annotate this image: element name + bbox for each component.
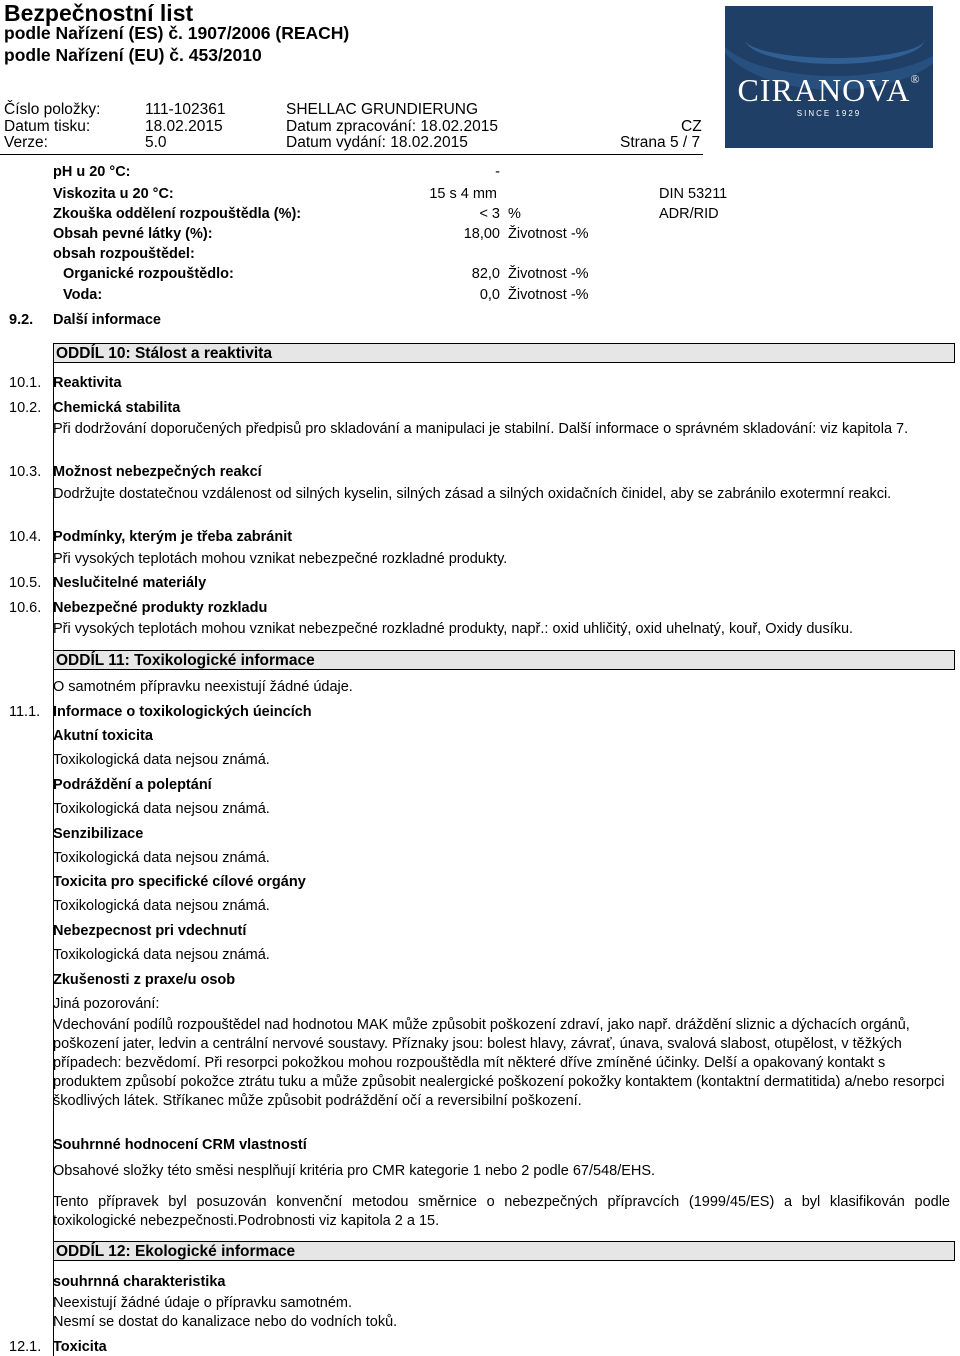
prop-label: pH u 20 °C: <box>53 164 131 180</box>
subsection-title: Možnost nebezpečných reakcí <box>53 464 262 480</box>
prop-label: Viskozita u 20 °C: <box>53 186 174 202</box>
prop-value: - <box>495 164 500 180</box>
section-number: 12.1. <box>9 1339 42 1355</box>
section-number: 9.2. <box>9 312 34 328</box>
tox-text: Toxikologická data nejsou známá. <box>53 947 270 963</box>
tox-title: Akutní toxicita <box>53 728 153 744</box>
prop-label: Obsah pevné látky (%): <box>53 226 213 242</box>
paragraph: Obsahové složky této směsi nesplňují kritéria pro CMR kategorie 1 nebo 2 podle 67/548/EHS. <box>53 1163 656 1179</box>
regulation-eu: podle Nařízení (EU) č. 453/2010 <box>4 45 262 65</box>
tox-title: Senzibilizace <box>53 826 144 842</box>
tox-text: Toxikologická data nejsou známá. <box>53 752 270 768</box>
country-code: CZ <box>681 118 702 135</box>
paragraph: Vdechování podílů rozpouštědel nad hodnotou MAK může způsobit poškození zdraví, jako např. dráždění sliznic a dýchacích orgánů, poškození jater, ledvin a centrální nervové soustavy. Příznaky jsou: bolest hlavy, závrať, únava, svalová slabost, otupělost, v těžkých případech: bezvědomí. Při resorpci pokožkou mohou rozpouštědla mít některé dříve zmíněné účinky. Delší a opakovaný kontakt s produktem způsobí pokožce ztrátu tuku a může způsobit nealergické poškození pokožky kontaktem (kontaktní dermatitida) a/nebo resorpci škodlivých látek. Stříkanec může způsobit podráždění očí a reversibilní poškození. <box>53 1017 945 1109</box>
section-number: 10.1. <box>9 375 42 391</box>
document-title: Bezpečnostní list <box>4 0 194 26</box>
section-number: 10.6. <box>9 600 42 616</box>
section-number: 11.1. <box>9 704 41 720</box>
product-name: SHELLAC GRUNDIERUNG <box>286 101 479 118</box>
prop-unit: Životnost -% <box>508 266 589 282</box>
tox-title: Nebezpecnost pri vdechnutí <box>53 923 247 939</box>
subsection-title: Chemická stabilita <box>53 400 181 416</box>
paragraph: Při vysokých teplotách mohou vznikat nebezpečné rozkladné produkty, např.: oxid uhličitý, oxid uhelnatý, kouř, Oxidy dusíku. <box>53 621 854 637</box>
summary-title: souhrnná charakteristika <box>53 1274 226 1290</box>
tox-title: Zkušenosti z praxe/u osob <box>53 972 236 988</box>
paragraph: Dodržujte dostatečnou vzdálenost od silných kyselin, silných zásad a silných oxidačních činidel, aby se zabránilo exotermní reakci. <box>53 486 892 502</box>
logo-arc-inner <box>745 14 925 64</box>
summary-line: Nesmí se dostat do kanalizace nebo do vodních toků. <box>53 1314 398 1330</box>
prop-value: 15 s 4 mm <box>429 186 497 202</box>
subsection-title: Další informace <box>53 312 161 328</box>
prop-unit: Životnost -% <box>508 226 589 242</box>
print-date-value: 18.02.2015 <box>145 118 223 135</box>
prop-label: obsah rozpouštědel: <box>53 246 195 262</box>
subsection-title: Podmínky, kterým je třeba zabránit <box>53 529 293 545</box>
section-10-header: ODDÍL 10: Stálost a reaktivita <box>53 343 955 363</box>
prop-label: Voda: <box>63 287 103 303</box>
header-divider <box>0 154 703 155</box>
prop-unit: % <box>508 206 521 222</box>
subsection-title: Informace o toxikologických úeincích <box>53 704 312 720</box>
section-11-header: ODDÍL 11: Toxikologické informace <box>53 650 955 670</box>
section-number: 10.3. <box>9 464 42 480</box>
prop-method: ADR/RID <box>659 206 719 222</box>
prop-value: < 3 <box>479 206 500 222</box>
print-date-label: Datum tisku: <box>4 118 91 135</box>
tox-title: Toxicita pro specifické cílové orgány <box>53 874 306 890</box>
paragraph: Tento přípravek byl posuzován konvenční metodou směrnice o nebezpečných přípravcích (1999/45/ES) a byl klasifikován podle toxikologické nebezpečnosti.Podrobnosti viz kapitola 2 a 15. <box>53 1194 950 1229</box>
paragraph: Při dodržování doporučených předpisů pro skladování a manipulaci je stabilní. Další informace o správném skladování: viz kapitola 7. <box>53 421 909 437</box>
section-number: 10.4. <box>9 529 42 545</box>
other-observations-label: Jiná pozorování: <box>53 996 160 1012</box>
tox-text: Toxikologická data nejsou známá. <box>53 898 270 914</box>
prop-value: 0,0 <box>479 287 500 303</box>
subsection-title: Nebezpečné produkty rozkladu <box>53 600 268 616</box>
subsection-title: Reaktivita <box>53 375 122 391</box>
tox-text: Toxikologická data nejsou známá. <box>53 801 270 817</box>
paragraph: Při vysokých teplotách mohou vznikat nebezpečné rozkladné produkty. <box>53 551 508 567</box>
tox-title: Podráždění a poleptání <box>53 777 212 793</box>
page-number: Strana 5 / 7 <box>620 134 701 151</box>
section-12-header: ODDÍL 12: Ekologické informace <box>53 1241 955 1261</box>
company-logo <box>725 6 933 148</box>
crm-title: Souhrnné hodnocení CRM vlastností <box>53 1137 307 1153</box>
processed-date: Datum zpracování: 18.02.2015 <box>286 118 498 135</box>
section-number: 10.5. <box>9 575 42 591</box>
section-number: 10.2. <box>9 400 42 416</box>
regulation-reach: podle Nařízení (ES) č. 1907/2006 (REACH) <box>4 23 350 43</box>
prop-label: Zkouška oddělení rozpouštědla (%): <box>53 206 302 222</box>
prop-value: 18,00 <box>463 226 500 242</box>
prop-label: Organické rozpouštědlo: <box>63 266 234 282</box>
paragraph: O samotném přípravku neexistují žádné údaje. <box>53 679 353 695</box>
subsection-title: Toxicita <box>53 1339 107 1355</box>
subsection-title: Neslučitelné materiály <box>53 575 207 591</box>
logo-since-text: SINCE 1929 <box>796 109 862 118</box>
prop-unit: Životnost -% <box>508 287 589 303</box>
prop-method: DIN 53211 <box>659 186 728 202</box>
summary-line: Neexistují žádné údaje o přípravku samotném. <box>53 1295 353 1311</box>
item-number-label: Číslo položky: <box>4 101 101 118</box>
item-number-value: 111-102361 <box>145 101 226 118</box>
issue-date: Datum vydání: 18.02.2015 <box>286 134 468 151</box>
logo-brand-text: CIRANOVA® <box>737 72 921 108</box>
prop-value: 82,0 <box>471 266 500 282</box>
version-label: Verze: <box>4 134 48 151</box>
version-value: 5.0 <box>145 134 167 151</box>
tox-text: Toxikologická data nejsou známá. <box>53 850 270 866</box>
